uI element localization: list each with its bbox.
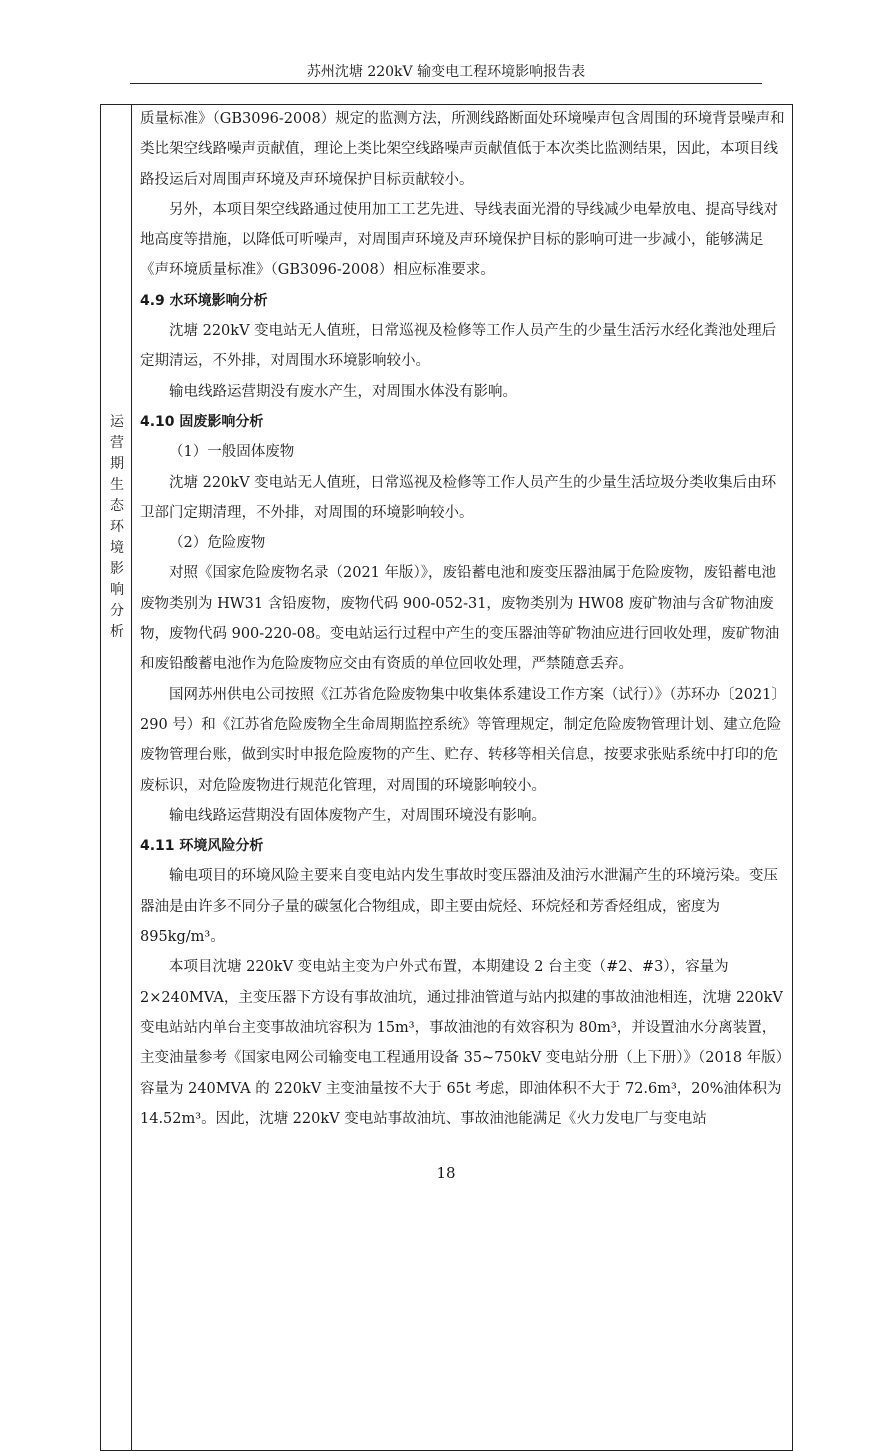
side-label-char: 影 [110, 561, 124, 577]
subsection-heading: （1）一般固体废物 [169, 444, 295, 461]
main-content [140, 104, 786, 1134]
side-label-char: 分 [110, 603, 124, 619]
page-number: 18 [436, 1164, 456, 1182]
section-heading: 4.10 固废影响分析 [140, 413, 264, 430]
header-rule [130, 83, 762, 84]
side-label-char: 响 [110, 582, 124, 598]
side-label [106, 412, 128, 643]
paragraph: 沈塘 220kV 变电站无人值班，日常巡视及检修等工作人员产生的少量生活垃圾分类收集后由环卫部门定期清理，不外排，对周围的环境影响较小。 [140, 474, 777, 521]
paragraph: 沈塘 220kV 变电站无人值班，日常巡视及检修等工作人员产生的少量生活污水经化粪池处理后定期清运，不外排，对周围水环境影响较小。 [140, 323, 777, 370]
side-label-char: 环 [110, 519, 124, 535]
paragraph: 国网苏州供电公司按照《江苏省危险废物集中收集体系建设工作方案（试行）》（苏环办〔2021〕290 号）和《江苏省危险废物全生命周期监控系统》等管理规定，制定危险废物管理计划、建立危险废物管理台账，做到实时申报危险废物的产生、贮存、转移等相关信息，按要求张贴系统中打印的危废标识，对危险废物进行规范化管理，对周围的环境影响较小。 [140, 686, 786, 794]
side-label-char: 运 [110, 414, 124, 430]
side-label-char: 生 [110, 477, 124, 493]
paragraph: 质量标准》（GB3096-2008）规定的监测方法，所测线路断面处环境噪声包含周围的环境背景噪声和类比架空线路噪声贡献值，理论上类比架空线路噪声贡献值低于本次类比监测结果，因此，本项目线路投运后对周围声环境及声环境保护目标贡献较小。 [140, 111, 785, 188]
side-label-char: 态 [110, 498, 124, 514]
paragraph: 另外，本项目架空线路通过使用加工工艺先进、导线表面光滑的导线减少电晕放电、提高导线对地高度等措施，以降低可听噪声，对周围声环境及声环境保护目标的影响可进一步减小，能够满足《声环境质量标准》（GB3096-2008）相应标准要求。 [140, 201, 778, 279]
section-heading: 4.11 环境风险分析 [140, 838, 264, 855]
subsection-heading: （2）危险废物 [169, 535, 266, 552]
side-label-char: 境 [110, 540, 124, 556]
section-heading: 4.9 水环境影响分析 [140, 292, 268, 309]
paragraph: 输电线路运营期没有固体废物产生，对周围环境没有影响。 [169, 807, 546, 824]
side-label-char: 营 [110, 435, 124, 451]
paragraph: 输电线路运营期没有废水产生，对周围水体没有影响。 [169, 383, 517, 400]
paragraph: 输电项目的环境风险主要来自变电站内发生事故时变压器油及油污水泄漏产生的环境污染。变压器油是由许多不同分子量的碳氢化合物组成，即主要由烷烃、环烷烃和芳香烃组成，密度为 895kg/m³。 [140, 868, 778, 946]
column-divider [131, 104, 132, 1451]
paragraph: 对照《国家危险废物名录（2021 年版）》，废铅蓄电池和废变压器油属于危险废物，废铅蓄电池废物类别为 HW31 含铅废物，废物代码 900-052-31，废物类别为 HW08 废矿物油与含矿物油废物，废物代码 900-220-08。变电站运行过程中产生的变压器油等矿物油应进行回收处理，废矿物油和废铅酸蓄电池作为危险废物应交由有资质的单位回收处理，严禁随意丢弃。 [140, 565, 780, 673]
side-label-char: 析 [110, 624, 124, 640]
document-header-title: 苏州沈塘 220kV 输变电工程环境影响报告表 [306, 64, 586, 80]
paragraph: 本项目沈塘 220kV 变电站主变为户外式布置，本期建设 2 台主变（#2、#3），容量为 2×240MVA，主变压器下方设有事故油坑，通过排油管道与站内拟建的事故油池相连，沈塘 220kV 变电站站内单台主变事故油坑容积为 15m³，事故油池的有效容积为 80m³，并设置油水分离装置，主变油量参考《国家电网公司输变电工程通用设备 35~750kV 变电站分册（上下册）》（2018 年版）容量为 240MVA 的 220kV 主变油量按不大于 65t 考虑，即油体积不大于 72.6m³，20%油体积为 14.52m³。因此，沈塘 220kV 变电站事故油坑、事故油池能满足《火力发电厂与变电站 [140, 959, 784, 1127]
side-label-char: 期 [110, 456, 124, 472]
